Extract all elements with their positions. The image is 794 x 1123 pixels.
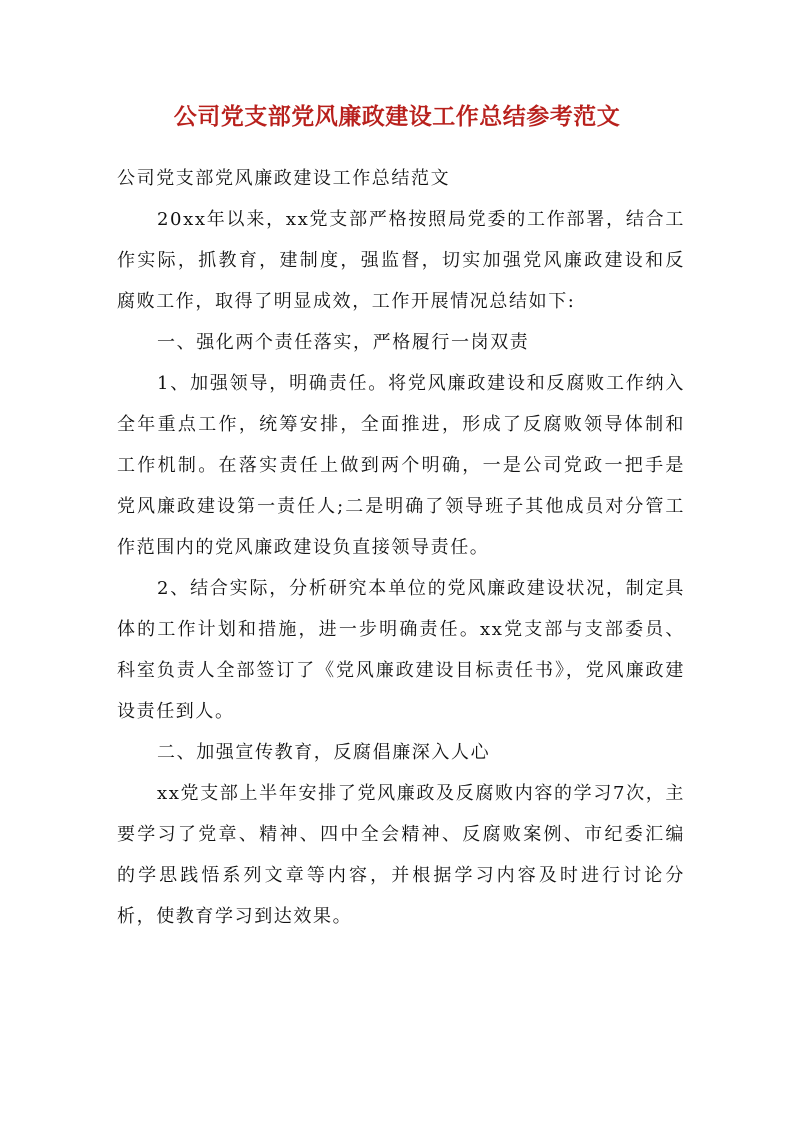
paragraph-intro: 20xx年以来，xx党支部严格按照局党委的工作部署，结合工作实际，抓教育，建制度，强监督，切实加强党风廉政建设和反腐败工作，取得了明显成效，工作开展情况总结如下: xyxy=(117,209,685,312)
paragraph-study: xx党支部上半年安排了党风廉政及反腐败内容的学习7次，主要学习了党章、精神、四中全会精神、反腐败案例、市纪委汇编的学思践悟系列文章等内容，并根据学习内容及时进行讨论分析，使教育学习到达效果。 xyxy=(117,783,685,927)
section-heading-2: 二、加强宣传教育，反腐倡廉深入人心 xyxy=(157,742,491,763)
paragraph-item-1: 1、加强领导，明确责任。将党风廉政建设和反腐败工作纳入全年重点工作，统筹安排，全面推进，形成了反腐败领导体制和工作机制。在落实责任上做到两个明确，一是公司党政一把手是党风廉政建设第一责任人;二是明确了领导班子其他成员对分管工作范围内的党风廉政建设负直接领导责任。 xyxy=(117,373,685,558)
section-heading-1: 一、强化两个责任落实，严格履行一岗双责 xyxy=(157,332,530,353)
document-body xyxy=(117,158,685,937)
document-title: 公司党支部党风廉政建设工作总结参考范文 xyxy=(173,103,621,130)
paragraph-item-2: 2、结合实际，分析研究本单位的党风廉政建设状况，制定具体的工作计划和措施，进一步明确责任。xx党支部与支部委员、科室负责人全部签订了《党风廉政建设目标责任书》，党风廉政建设责任到人。 xyxy=(117,578,685,722)
paragraph-subtitle: 公司党支部党风廉政建设工作总结范文 xyxy=(117,168,451,189)
